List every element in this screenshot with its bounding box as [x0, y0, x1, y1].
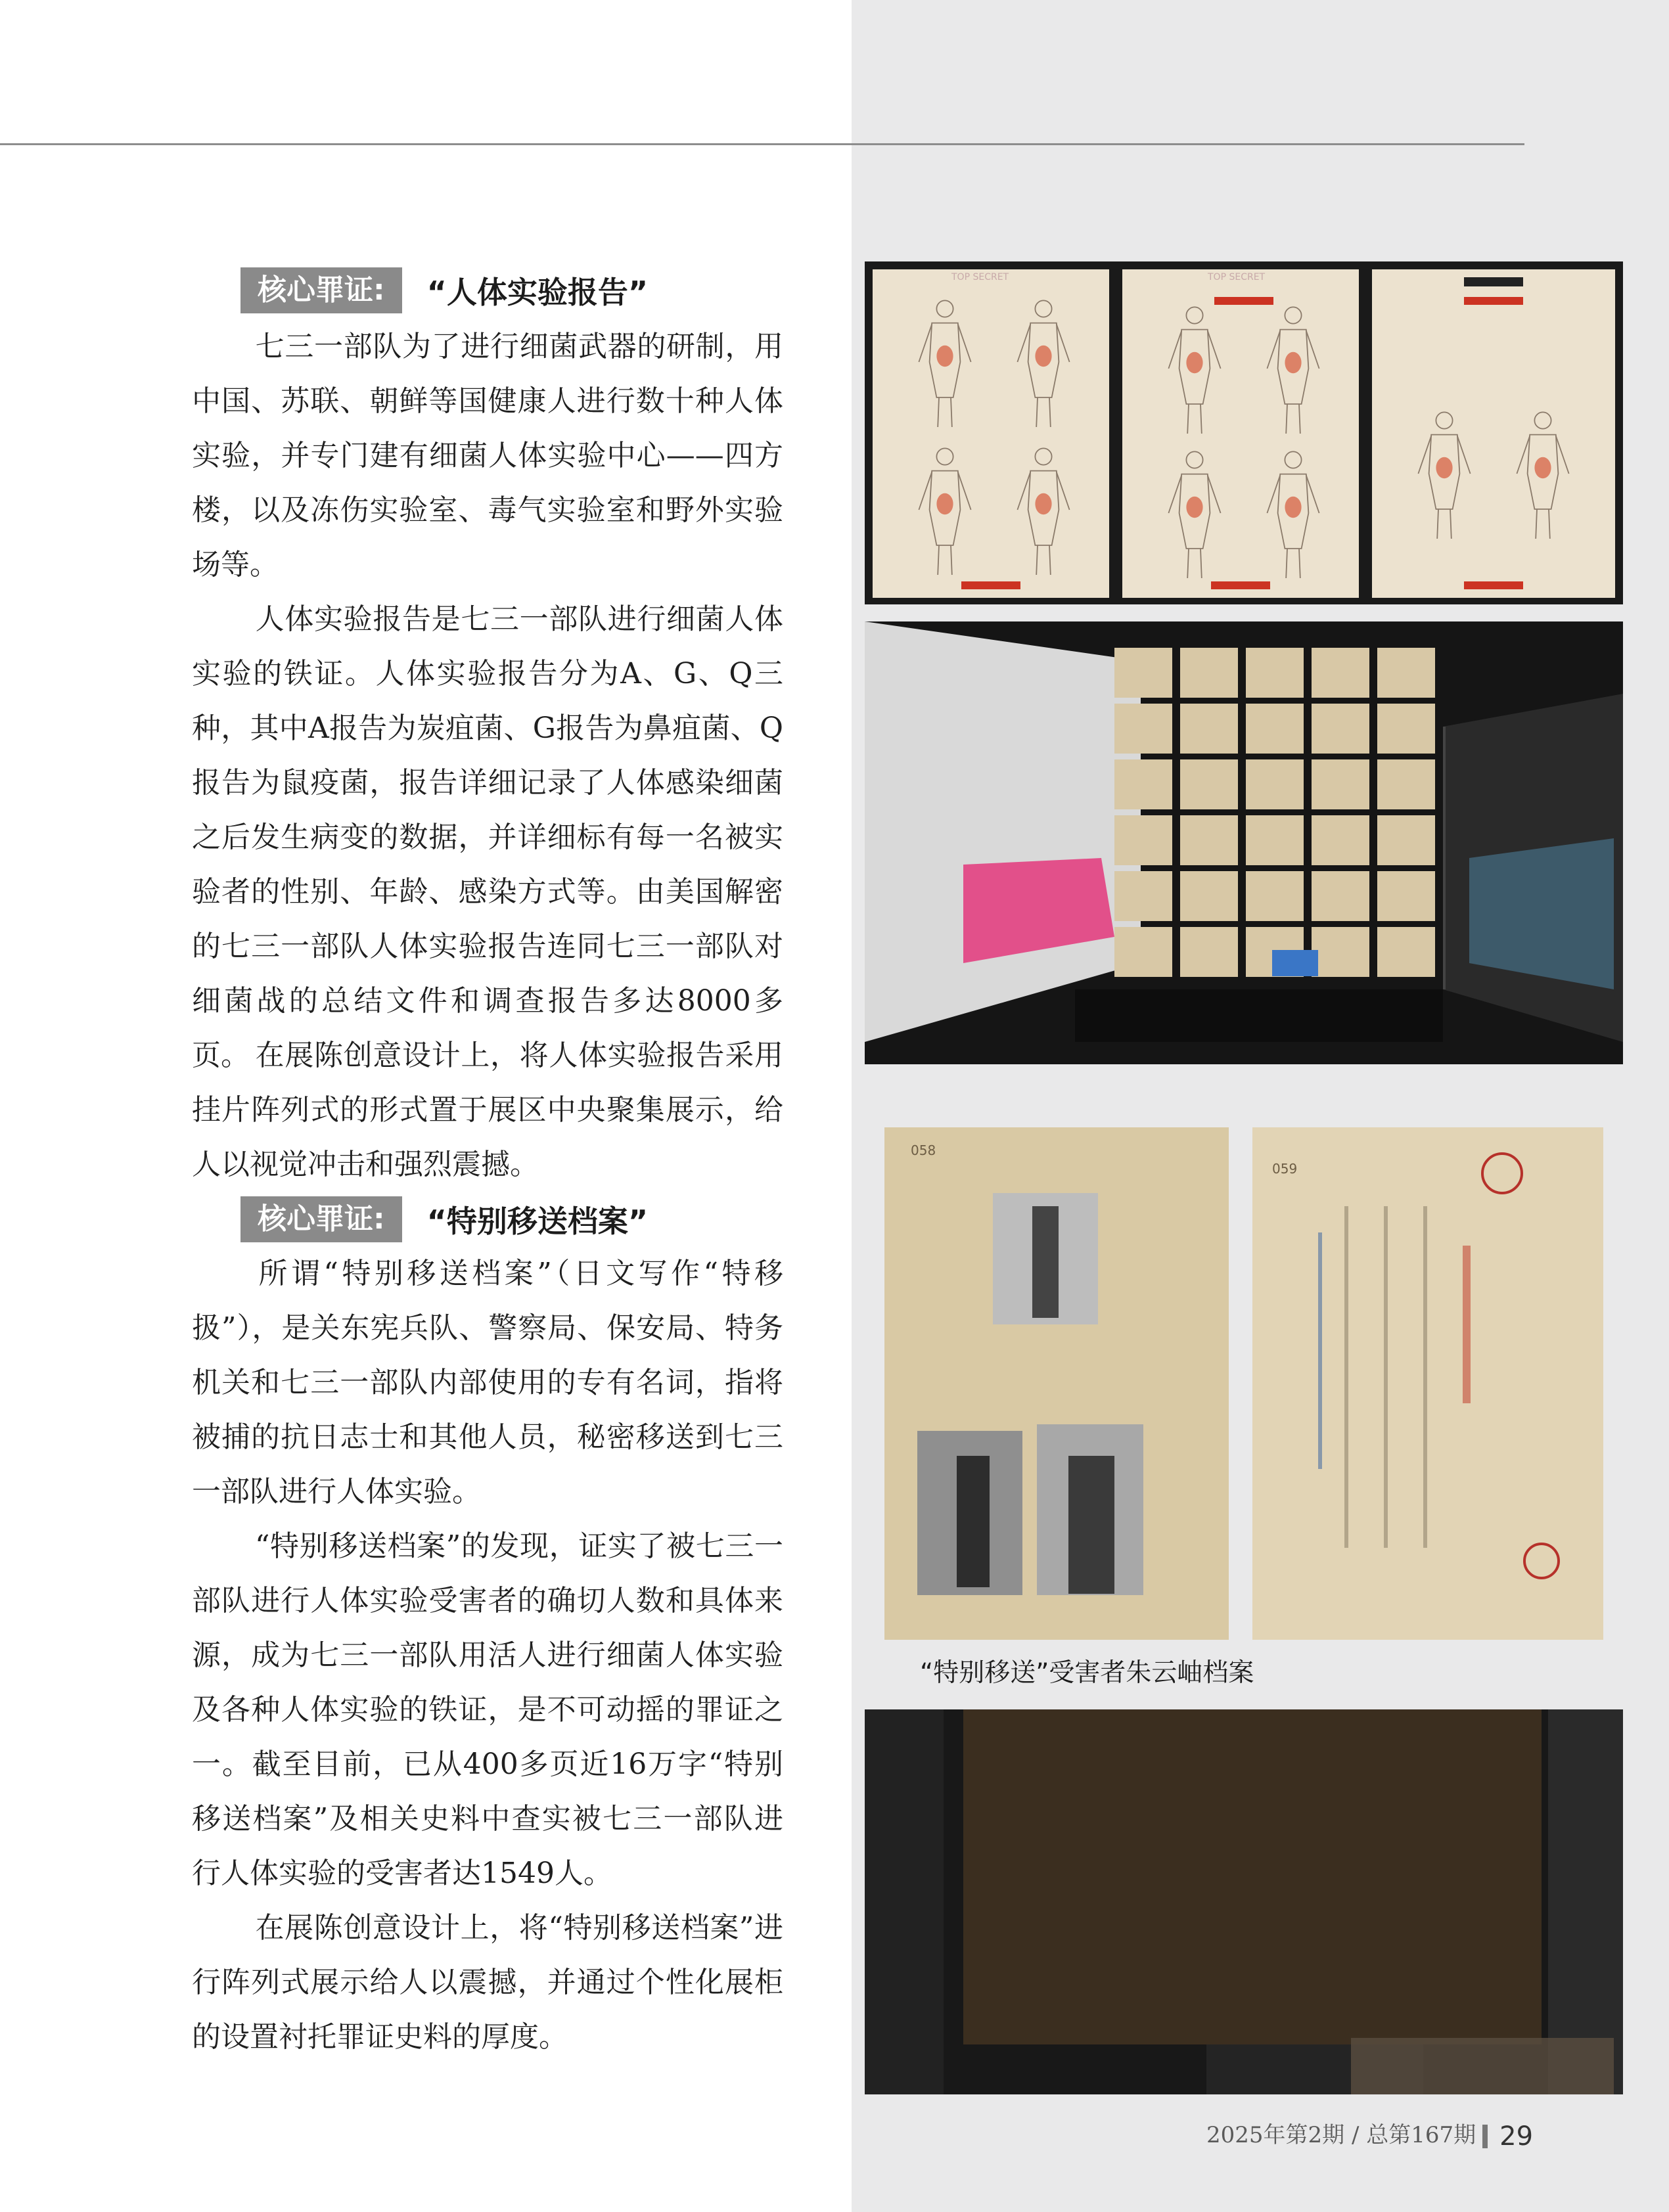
exhibit-panel — [1180, 927, 1238, 977]
paragraph: 七三一部队为了进行细菌武器的研制，用中国、苏联、朝鲜等国健康人进行数十种人体实验，并专门建有细菌人体实验中心——四方楼，以及冻伤实验室、毒气实验室和野外实验场等。 — [192, 330, 783, 581]
exhibit-panel — [1312, 927, 1369, 977]
exhibit-panel — [1377, 704, 1435, 754]
svg-text:TOP SECRET: TOP SECRET — [951, 272, 1009, 282]
exhibit-panel — [1312, 704, 1369, 754]
photo-experiment-reports — [865, 261, 1623, 604]
exhibit-panel — [1114, 871, 1172, 921]
paragraph: “特别移送档案”的发现，证实了被七三一部队进行人体实验受害者的确切人数和具体来源，成为七三一部队用活人进行细菌人体实验及各种人体实验的铁证，是不可动摇的罪证之一。截至目前，已从400多页近16万字“特别移送档案”及相关史料中查实被七三一部队进行人体实验的受害者达1549人。 — [192, 1529, 783, 1890]
exhibit-panel — [1312, 815, 1369, 865]
photo-report-exhibit-wall — [865, 621, 1623, 1064]
svg-text:TOP SECRET: TOP SECRET — [1208, 272, 1266, 282]
exhibit-panel — [1180, 704, 1238, 754]
photo-transfer-archive-wall — [865, 1709, 1623, 2094]
exhibit-panel — [1246, 815, 1304, 865]
page-number: 29 — [1499, 2121, 1534, 2152]
paragraph: 在展陈创意设计上，将“特别移送档案”进行阵列式展示给人以震撼，并通过个性化展柜的设置衬托罪证史料的厚度。 — [192, 1911, 783, 2054]
section-tag: 核心罪证: — [240, 267, 402, 313]
section-heading-transfer — [240, 1194, 648, 1244]
photo-caption: “特别移送”受害者朱云岫档案 — [920, 1658, 1254, 1688]
exhibit-panel — [1377, 927, 1435, 977]
exhibit-panel — [1246, 871, 1304, 921]
exhibit-panel — [1246, 759, 1304, 809]
exhibit-panel — [1377, 648, 1435, 698]
exhibit-panel — [1180, 815, 1238, 865]
exhibit-panel — [1312, 648, 1369, 698]
exhibit-panel — [1377, 815, 1435, 865]
paragraph: 人体实验报告是七三一部队进行细菌人体实验的铁证。人体实验报告分为A、G、Q三种，其中A报告为炭疽菌、G报告为鼻疽菌、Q报告为鼠疫菌，报告详细记录了人体感染细菌之后发生病变的数据，并详细标有每一名被实验者的性别、年龄、感染方式等。由美国解密的七三一部队人体实验报告连同七三一部队对细菌战的总结文件和调查报告多达8000多页。 — [192, 602, 783, 1072]
section-title: “人体实验报告” — [426, 275, 649, 310]
section-title: “特别移送档案” — [426, 1204, 649, 1239]
section-heading-report — [240, 265, 648, 315]
footer-divider — [1482, 2125, 1488, 2148]
exhibit-panel — [1114, 815, 1172, 865]
exhibit-panel — [1180, 759, 1238, 809]
exhibit-panel — [1312, 759, 1369, 809]
issue-info: 2025年第2期 / 总第167期 — [1206, 2122, 1476, 2148]
page-footer — [1206, 2117, 1533, 2152]
exhibit-panel — [1377, 759, 1435, 809]
exhibit-panel — [1377, 871, 1435, 921]
exhibit-panel — [1246, 648, 1304, 698]
exhibit-panel — [1114, 648, 1172, 698]
exhibit-panel — [1180, 871, 1238, 921]
top-rule — [0, 143, 1524, 145]
exhibit-panel — [1312, 871, 1369, 921]
section-tag: 核心罪证: — [240, 1196, 402, 1242]
exhibit-panel — [1246, 704, 1304, 754]
paragraph: 所谓“特别移送档案”（日文写作“特移扱”），是关东宪兵队、警察局、保安局、特务机关和七三一部队内部使用的专有名词，指将被捕的抗日志士和其他人员，秘密移送到七三一部队进行人体实验。 — [192, 1257, 783, 1508]
svg-text:059: 059 — [1272, 1161, 1298, 1177]
exhibit-panel — [1114, 927, 1172, 977]
exhibit-panel — [1114, 759, 1172, 809]
svg-text:058: 058 — [911, 1142, 936, 1158]
exhibit-panel — [1180, 648, 1238, 698]
paragraph: 在展陈创意设计上，将人体实验报告采用挂片阵列式的形式置于展区中央聚集展示，给人以视觉冲击和强烈震撼。 — [192, 1039, 783, 1181]
photo-special-transfer-files — [884, 1127, 1603, 1640]
exhibit-panel — [1114, 704, 1172, 754]
